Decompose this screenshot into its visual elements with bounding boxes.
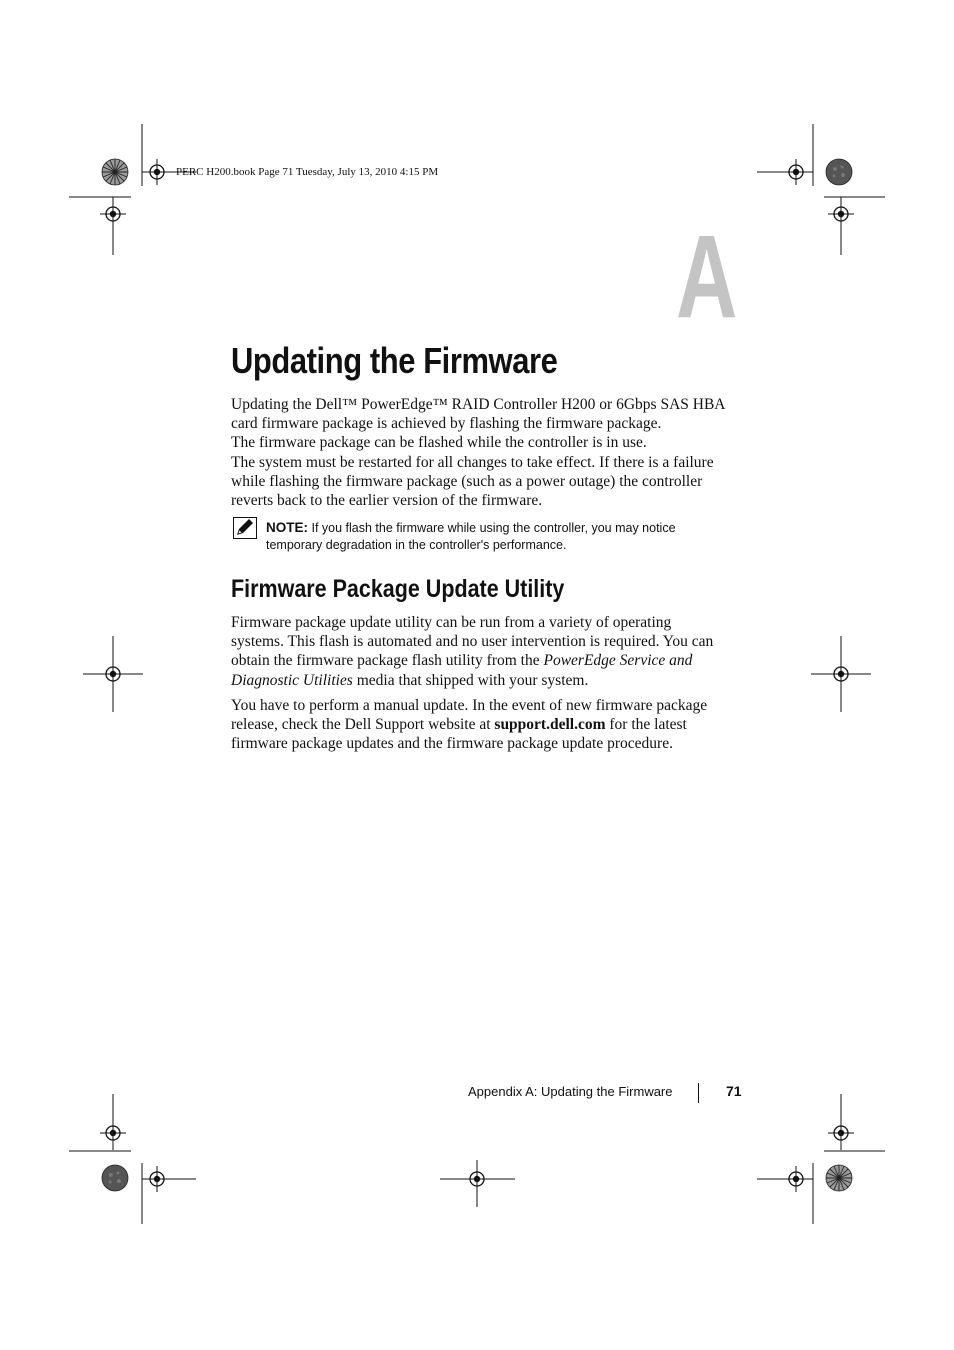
- text-line: systems. This flash is automated and no user intervention is required. You can: [231, 633, 714, 651]
- intro-paragraph: [231, 395, 751, 510]
- text-line: The firmware package can be flashed while the controller is in use.: [231, 434, 647, 452]
- support-website-link[interactable]: support.dell.com: [494, 716, 606, 734]
- section-title: Firmware Package Update Utility: [231, 575, 565, 603]
- text-segment: obtain the firmware package flash utility from the: [231, 652, 544, 670]
- page-number: 71: [726, 1083, 742, 1099]
- page-title: Updating the Firmware: [231, 340, 558, 381]
- italic-media-name: PowerEdge Service and: [543, 652, 693, 670]
- footer-section-title: Appendix A: Updating the Firmware: [468, 1084, 673, 1099]
- text-line: firmware package updates and the firmware package update procedure.: [231, 735, 673, 753]
- note-pencil-icon: [233, 517, 257, 539]
- text-segment: media that shipped with your system.: [352, 671, 589, 689]
- text-line: You have to perform a manual update. In the event of new firmware package: [231, 697, 708, 714]
- text-line: while flashing the firmware package (such as a power outage) the controller: [231, 472, 703, 490]
- note-text: temporary degradation in the controller's performance.: [266, 538, 567, 552]
- text-line: card firmware package is achieved by flashing the firmware package.: [231, 415, 662, 433]
- note-label: NOTE:: [266, 520, 308, 535]
- italic-media-name: Diagnostic Utilities: [231, 671, 353, 689]
- footer-separator: [698, 1083, 699, 1103]
- text-line: Updating the Dell™ PowerEdge™ RAID Controller H200 or 6Gbps SAS HBA: [231, 396, 726, 413]
- text-line: Firmware package update utility can be run from a variety of operating: [231, 614, 672, 631]
- text-line: The system must be restarted for all changes to take effect. If there is a failure: [231, 453, 714, 471]
- note-text: If you flash the firmware while using the controller, you may notice: [308, 521, 676, 535]
- manual-update-paragraph: [231, 696, 751, 754]
- utility-paragraph: [231, 613, 751, 690]
- text-line: reverts back to the earlier version of the firmware.: [231, 492, 543, 510]
- print-slug: PERC H200.book Page 71 Tuesday, July 13, 2010 4:15 PM: [176, 166, 439, 178]
- chapter-letter: A: [676, 211, 736, 343]
- note-block: [266, 519, 746, 554]
- text-segment: for the latest: [605, 716, 687, 734]
- text-segment: release, check the Dell Support website at: [231, 716, 495, 734]
